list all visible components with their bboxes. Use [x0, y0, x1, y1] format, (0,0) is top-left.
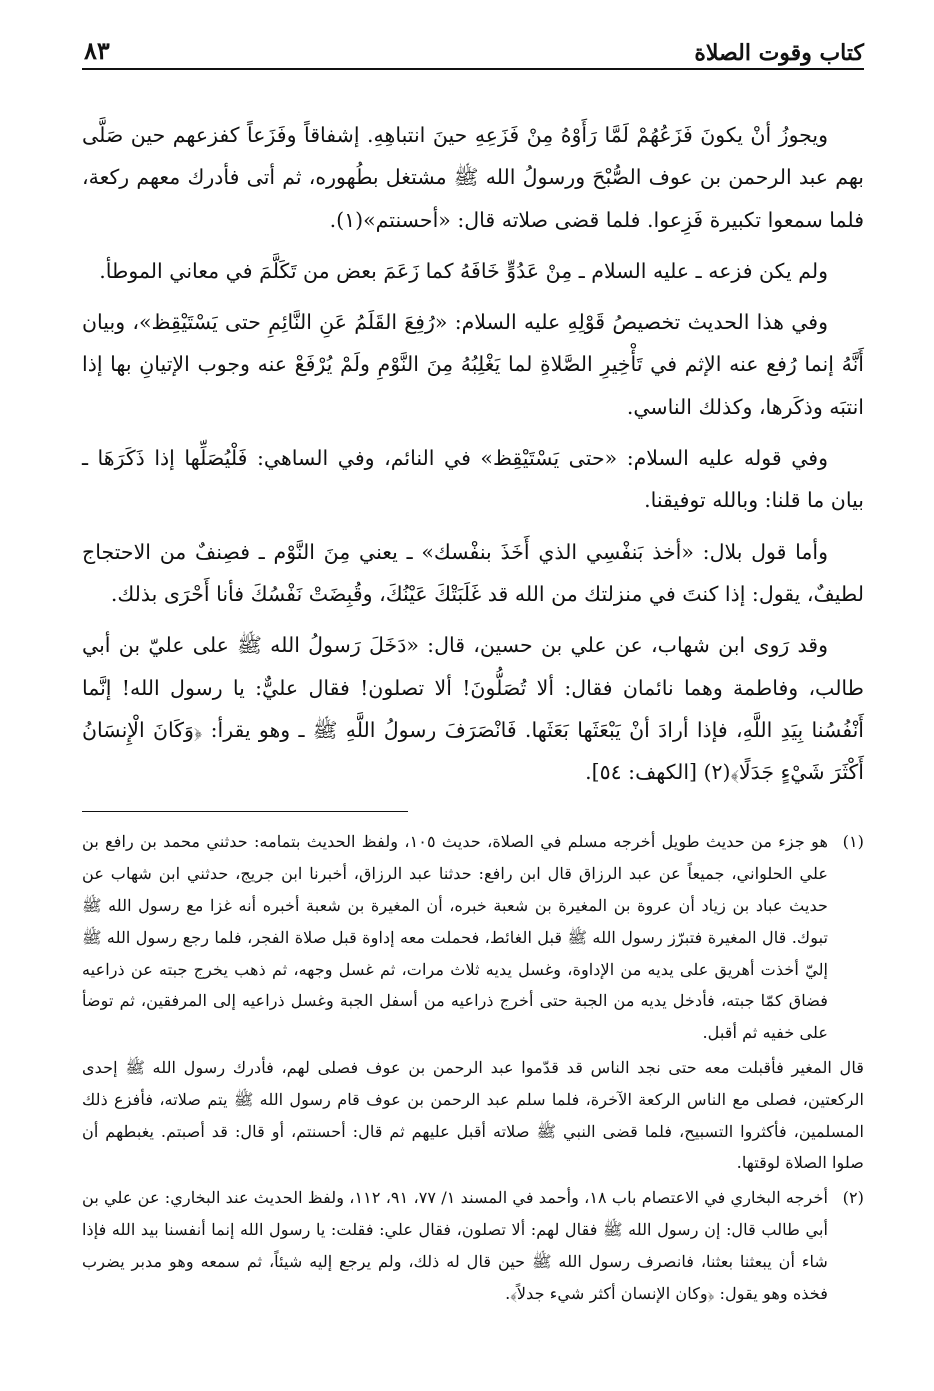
page-number: ٨٣: [84, 36, 110, 65]
page: [82, 28, 864, 1312]
footnote-text: أخرجه البخاري في الاعتصام باب ١٨، وأحمد في المسند ١/ ٧٧، ٩١، ١١٢، ولفظ الحديث عند البخاري: عن علي بن أبي طالب قال: إن رسول الله ﷺ فقال لهم: ألا تصلون، فقال علي: فقلت: يا رسول الله إنما أنفسنا بيد الله فإذا شاء أن يبعثنا بعثنا، فانصرف رسول الله ﷺ حين قال له ذلك، ولم يرجع إليه شيئاً، ثم سمعه وهو مدبر يضرب فخذه وهو يقول: ﴿وكان الإنسان أكثر شيء جدلاً﴾.: [82, 1188, 828, 1303]
paragraph: وقد رَوى ابن شهاب، عن علي بن حسين، قال: «دَخَلَ رَسولُ الله ﷺ على عليّ بن أبي طالب، وفاطمة وهما نائمان فقال: ألا تُصَلُّونَ! ألا تصلون! فقال عليٌّ: يا رسول الله! إنَّما أَنْفُسُنا بِيَدِ اللَّهِ، فإذا أرادَ أنْ يَبْعَثَها بَعَثَها. فَانْصَرَفَ رسولُ اللَّهِ ﷺ ـ وهو يقرأ: ﴿وَكَانَ الْإِنسَانُ أَكْثَرَ شَيْءٍ جَدَلًا﴾(٢) [الكهف: ٥٤].: [82, 633, 864, 785]
footnote-2: [82, 1182, 864, 1309]
paragraph: وفي قوله عليه السلام: «حتى يَسْتَيْقِظ» في النائم، وفي الساهي: فَلْيُصَلِّها إذا ذَكَرَهَا ـ بيان ما قلنا: وبالله توفيقنا.: [82, 446, 864, 513]
paragraph: ولم يكن فزعه ـ عليه السلام ـ مِنْ عَدُوٍّ خَافَهُ كما زَعَمَ بعض من تَكَلَّمَ في معاني الموطأ.: [99, 258, 828, 283]
page-header: [82, 28, 864, 70]
main-text: [82, 114, 864, 793]
footnote-number: (١): [842, 832, 864, 852]
paragraph: وفي هذا الحديث تخصيصُ قَوْلِهِ عليه السلام: «رُفِعَ القَلَمُ عَنِ النَّائِمِ حتى يَسْتَيْقِظ»، وبيان أَنَّهُ إنما رُفع عنه الإثم في تَأْخِيرِ الصَّلاةِ لما يَغْلِبُهُ مِنَ النَّوْمِ ولَمْ يُرْفَعْ عنه وجوب الإتيانِ بها إذا انتبَه وذكَرها، وكذلك الناسي.: [82, 310, 864, 419]
running-title: كتاب وقوت الصلاة: [694, 40, 864, 66]
footnote-number: (٢): [842, 1188, 864, 1208]
footnote-text: هو جزء من حديث طويل أخرجه مسلم في الصلاة، حديث ١٠٥، ولفظ الحديث بتمامه: حدثني محمد بن رافع بن علي الحلواني، جميعاً عن عبد الرزاق قال ابن رافع: حدثنا عبد الرزاق، أخبرنا ابن جريج، حدثني ابن شهاب عن حديث عباد بن زياد أن عروة بن المغيرة بن شعبة خبره، أن المغيرة بن شعبة أخبره أنه غزا مع رسول الله ﷺ تبوك. قال المغيرة فتبرّز رسول الله ﷺ قبل الغائط، فحملت معه إداوة قبل صلاة الفجر، فلما رجع رسول الله ﷺ إليّ أخذت أهريق على يديه من الإداوة، وغسل يديه ثلاث مرات، ثم غسل وجهه، ثم ذهب يخرج جبته عن ذراعيه فضاق كمّا جبته، فأدخل يديه من الجبة حتى أخرج ذراعيه من أسفل الجبة وغسل ذراعيه إلى المرفقين، ثم توضأ على خفيه ثم أقبل.: [82, 832, 828, 1043]
paragraph: وأما قول بلال: «أخذ بَنفْسِي الذي أَخَذَ بنفْسك» ـ يعني مِنَ النَّوْم ـ فصِنفٌ من الاحتجاج لطيفٌ، يقول: إذا كنتَ في منزلتك من الله قد غَلَبَتْكَ عَيْنُكَ، وقُبِضَتْ نَفْسُكَ فأنا أَحْرَى بذلك.: [82, 539, 864, 606]
footnote-1-continuation: قال المغير فأقبلت معه حتى نجد الناس قد قدّموا عبد الرحمن بن عوف فصلى لهم، فأدرك رسول الله ﷺ إحدى الركعتين، فصلى مع الناس الركعة الآخرة، فلما سلم عبد الرحمن بن عوف قام رسول الله ﷺ يتم صلاته، فأفزع ذلك المسلمين، فأكثروا التسبيح، فلما قضى النبي ﷺ صلاته أقبل عليهم ثم قال: أحسنتم، أو قال: قد أصبتم. يغبطهم أن صلوا الصلاة لوقتها.: [82, 1058, 864, 1173]
paragraph: ويجوزُ أنْ يكونَ فَزَعُهُمْ لَمَّا رَأَوْهُ مِنْ فَزَعِهِ حينَ انتباهِهِ. إشفاقاً وفَزَعاً كفزعهم حين صَلَّى بهم عبد الرحمن بن عوف الصُّبْحَ ورسولُ الله ﷺ مشتغل بطُهوره، ثم أتى فأدرك معهم ركعة، فلما سمعوا تكبيرة فَزِعوا. فلما قضى صلاته قال: «أحسنتم»(١).: [82, 123, 864, 232]
footnotes: [82, 826, 864, 1309]
footnote-1: [82, 826, 864, 1049]
footnote-divider: [82, 811, 408, 812]
